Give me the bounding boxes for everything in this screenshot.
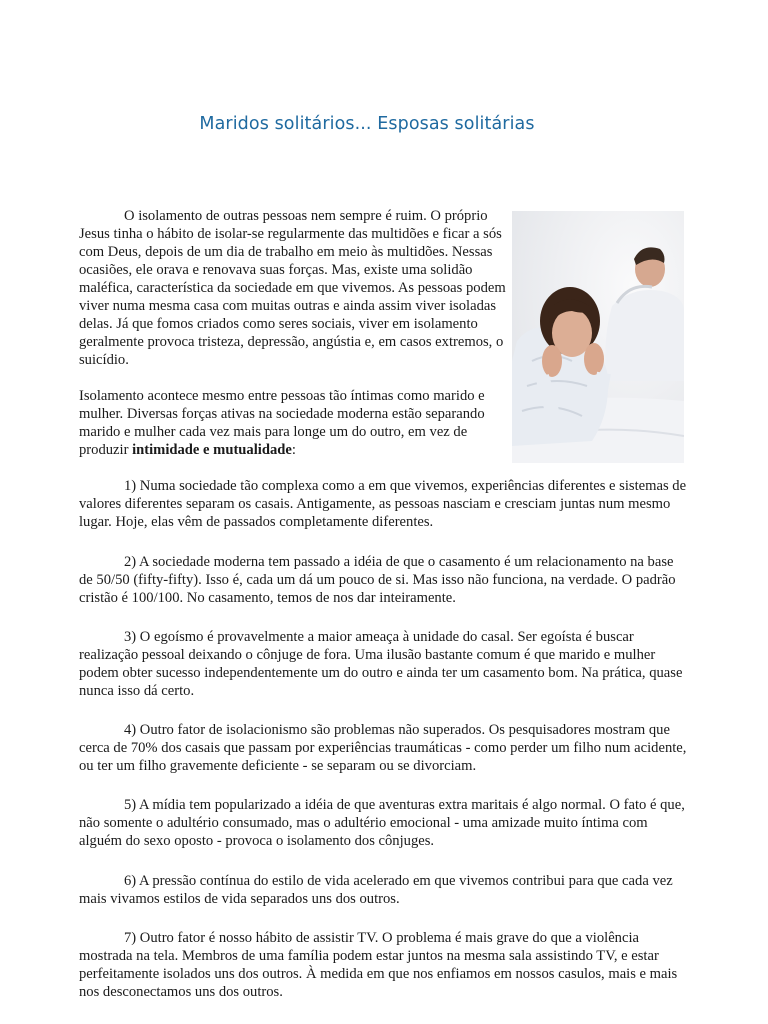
intro-paragraph-2: Isolamento acontece mesmo entre pessoas tão íntimas como marido e mulher. Diversas forças ativas na sociedade moderna estão separando marido e mulher cada vez mais para longe um do outro, em vez de produzir intimidade e mutualidade: — [79, 388, 485, 458]
point-1: 1) Numa sociedade tão complexa como a em que vivemos, experiências diferentes e sistemas de valores diferentes separam os casais. Antigamente, as pessoas nasciam e cresciam juntas num mesmo lugar. Hoje, elas vêm de passados completamente diferentes. — [79, 478, 687, 530]
intro-paragraph-1: O isolamento de outras pessoas nem sempre é ruim. O próprio Jesus tinha o hábito de isolar-se regularmente das multidões e ficar a sós com Deus, depois de um dia de trabalho em meio às multidões. Nessas ocasiões, ele orava e renovava suas forças. Mas, existe uma solidão maléfica, característica da sociedade em que vivemos. As pessoas podem viver numa mesma casa com muitas outras e ainda assim viver isoladas delas. Já que fomos criados como seres sociais, viver em isolamento geralmente provoca tristeza, depressão, angústia e, em casos extremos, o suicídio. — [79, 208, 506, 368]
point-6: 6) A pressão contínua do estilo de vida acelerado em que vivemos contribui para que cada vez mais vivamos estilos de vida separados uns dos outros. — [79, 873, 673, 907]
couple-photo — [512, 211, 684, 463]
point-4: 4) Outro fator de isolacionismo são problemas não superados. Os pesquisadores mostram que cerca de 70% dos casais que passam por experiências traumáticas - como perder um filho num acidente, ou ter um filho gravemente deficiente - se separam ou se divorciam. — [79, 722, 687, 774]
point-2: 2) A sociedade moderna tem passado a idéia de que o casamento é um relacionamento na base de 50/50 (fifty-fifty). Isso é, cada um dá um pouco de si. Mas isso não funciona, na verdade. O padrão cristão é 100/100. No casamento, temos de nos dar inteiramente. — [79, 554, 676, 606]
point-7: 7) Outro fator é nosso hábito de assistir TV. O problema é mais grave do que a violência mostrada na tela. Membros de uma família podem estar juntos na mesma sala assistindo TV, e estar perfeitamente isolados uns dos outros. À medida em que nos enfiamos em nossos casulos, mais e mais nos desconectamos uns dos outros. — [79, 930, 678, 1000]
point-3: 3) O egoísmo é provavelmente a maior ameaça à unidade do casal. Ser egoísta é buscar realização pessoal deixando o cônjuge de fora. Uma ilusão bastante comum é que marido e mulher podem obter sucesso independentemente um do outro e ainda ter um casamento bom. Na prática, quase nunca isso dá certo. — [79, 629, 683, 699]
emphasis-text: intimidade e mutualidade — [132, 442, 292, 458]
page-title: Maridos solitários... Esposas solitárias — [199, 114, 535, 134]
point-5: 5) A mídia tem popularizado a idéia de que aventuras extra maritais é algo normal. O fato é que, não somente o adultério consumado, mas o adultério emocional - uma amizade muito íntima com alguém do sexo oposto - provoca o isolamento dos cônjuges. — [79, 797, 685, 849]
